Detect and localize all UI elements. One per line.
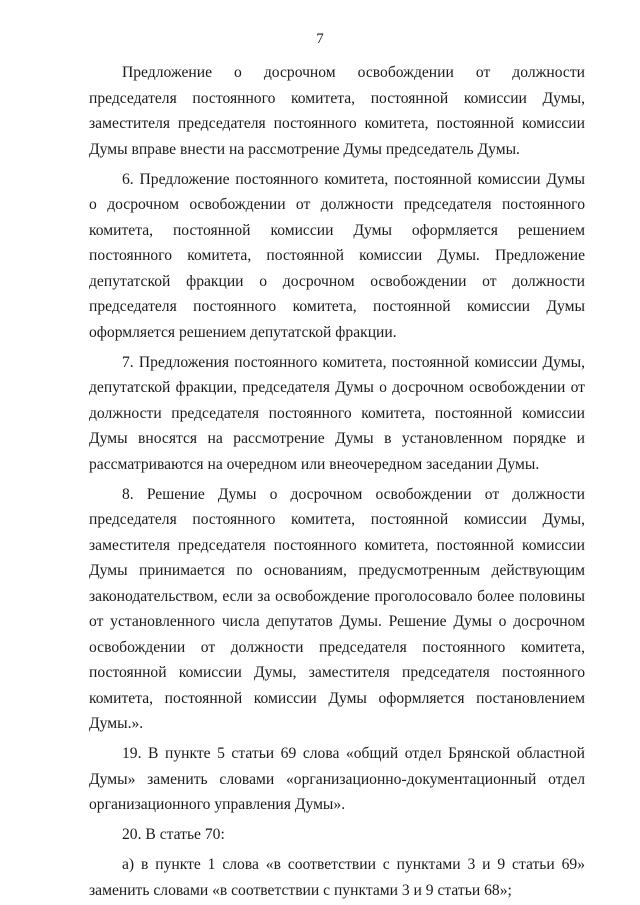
paragraph-item-7: 7. Предложения постоянного комитета, постоянной комиссии Думы, депутатской фракции, председателя Думы о досрочном освобождении от должности председателя постоянного комитета, постоянной комиссии Думы вносятся на рассмотрение Думы в установленном порядке и рассматриваются на очередном или внеочередном заседании Думы. [89,353,585,473]
paragraph-early-release-proposal: Предложение о досрочном освобождении от должности председателя постоянного комитета, постоянной комиссии Думы, заместителя председателя постоянного комитета, постоянной комиссии Думы вправе внести на рассмотрение Думы председатель Думы. [89,64,585,158]
paragraph-item-20a: а) в пункте 1 слова «в соответствии с пунктами 3 и 9 статьи 69» заменить словами «в соответствии с пунктами 3 и 9 статьи 68»; [89,856,585,899]
paragraph-item-19: 19. В пункте 5 статьи 69 слова «общий отдел Брянской областной Думы» заменить словами «организационно-документационный отдел организационного управления Думы». [89,745,585,813]
document-body [89,60,585,903]
page-number: 7 [316,31,324,47]
paragraph-item-8: 8. Решение Думы о досрочном освобождении от должности председателя постоянного комитета, постоянной комиссии Думы, заместителя председателя постоянного комитета, постоянной комиссии Думы принимается по основаниям, предусмотренным действующим законодательством, если за освобождение проголосовало более половины от установленного числа депутатов Думы. Решение Думы о досрочном освобождении от должности председателя постоянного комитета, постоянной комиссии Думы, заместителя председателя постоянного комитета, постоянной комиссии Думы оформляется постановлением Думы.». [89,485,585,732]
paragraph-item-20: 20. В статье 70: [122,826,225,843]
paragraph-item-6: 6. Предложение постоянного комитета, постоянной комиссии Думы о досрочном освобождении от должности председателя постоянного комитета, постоянной комиссии Думы оформляется решением постоянного комитета, постоянной комиссии Думы. Предложение депутатской фракции о досрочном освобождении от должности председателя постоянного комитета, постоянной комиссии Думы оформляется решением депутатской фракции. [89,170,585,341]
